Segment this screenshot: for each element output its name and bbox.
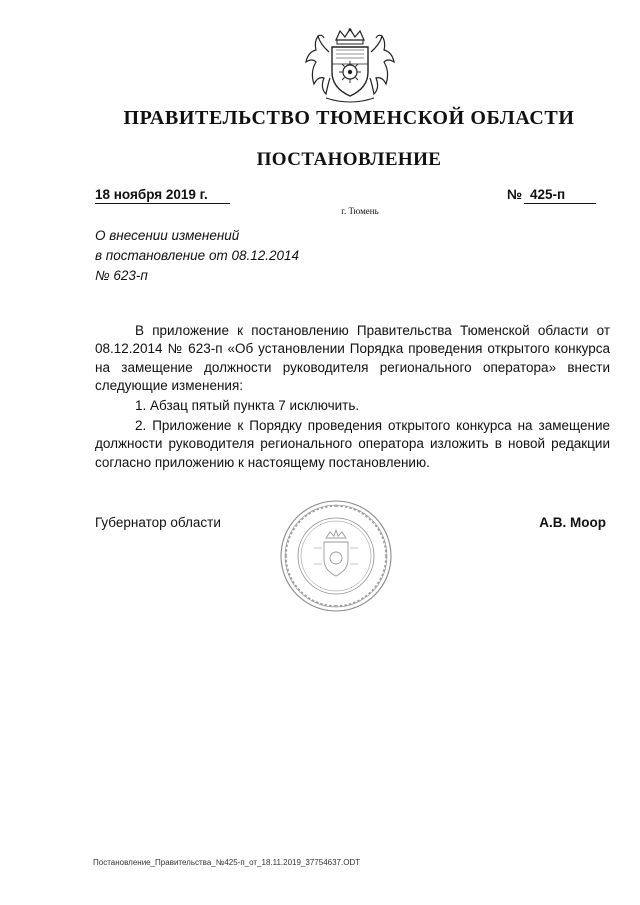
city-line: г. Тюмень bbox=[341, 206, 379, 216]
subject-line: О внесении изменений bbox=[95, 228, 240, 243]
government-title: ПРАВИТЕЛЬСТВО ТЮМЕНСКОЙ ОБЛАСТИ bbox=[123, 107, 575, 129]
official-seal-icon bbox=[278, 498, 394, 614]
body-item-1: 1. Абзац пятый пункта 7 исключить. bbox=[135, 398, 360, 413]
subject-line: № 623-п bbox=[95, 268, 148, 283]
document-number: 425-п bbox=[530, 187, 566, 202]
document-type-heading: ПОСТАНОВЛЕНИЕ bbox=[256, 149, 442, 170]
signatory-name: А.В. Моор bbox=[539, 515, 606, 530]
subject-line: в постановление от 08.12.2014 bbox=[95, 248, 300, 263]
document-date: 18 ноября 2019 г. bbox=[95, 187, 208, 202]
number-underline bbox=[524, 203, 596, 204]
footer-filename: Постановление_Правительства_№425-п_от_18.11.2019_37754637.ODT bbox=[93, 858, 361, 867]
number-sign: № bbox=[507, 187, 523, 202]
body-item-2: 2. Приложение к Порядку проведения открытого конкурса на замещение должности руководителя регионального оператора изложить в новой редакции согласно приложению к настоящему постановлению. bbox=[95, 418, 610, 470]
coat-of-arms-icon bbox=[296, 28, 404, 104]
signatory-title: Губернатор области bbox=[95, 515, 221, 530]
document-subject bbox=[95, 226, 395, 286]
date-underline bbox=[95, 203, 230, 204]
body-paragraph-intro: В приложение к постановлению Правительства Тюменской области от 08.12.2014 № 623-п «Об установлении Порядка проведения открытого конкурса на замещение должности руководителя регионального оператора» внести следующие изменения: bbox=[95, 323, 610, 394]
